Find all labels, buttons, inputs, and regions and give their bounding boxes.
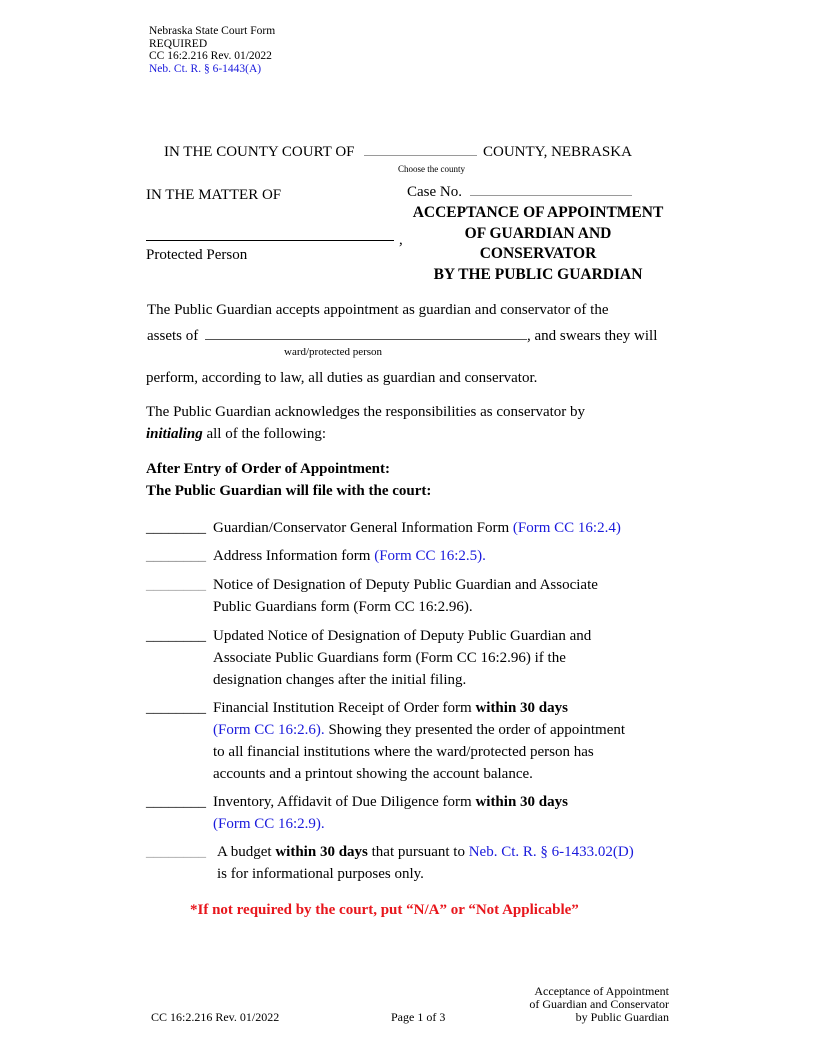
county-hint: Choose the county — [398, 164, 465, 174]
swears-text: , and swears they will — [527, 328, 658, 344]
acknowledge-line-1: The Public Guardian acknowledges the responsibilities as conservator by — [146, 404, 586, 420]
document-title — [390, 203, 686, 285]
item-text-line-3: to all financial institutions where the ward/protected person has — [213, 744, 594, 760]
initialing-emphasis: initialing — [146, 426, 203, 442]
deadline-bold: within 30 days — [275, 844, 368, 860]
item-text-line-1: Updated Notice of Designation of Deputy Public Guardian and — [213, 628, 592, 644]
ward-hint: ward/protected person — [284, 346, 383, 358]
title-line-2: OF GUARDIAN AND — [464, 224, 612, 242]
footer-title-line-2: of Guardian and Conservator — [529, 997, 669, 1011]
item-text-line-2: Public Guardians form (Form CC 16:2.96). — [213, 599, 473, 615]
case-no-field[interactable] — [470, 181, 632, 196]
footer-title-line-3: by Public Guardian — [575, 1010, 669, 1024]
rule-link[interactable]: Neb. Ct. R. § 6-1433.02(D) — [468, 844, 634, 860]
footer-title — [500, 985, 669, 1024]
header-line-state-court-form: Nebraska State Court Form — [149, 25, 276, 37]
item-text: Guardian/Conservator General Information Form — [213, 520, 513, 536]
initial-field[interactable]: ________ — [146, 700, 206, 716]
title-line-4: BY THE PUBLIC GUARDIAN — [433, 265, 643, 283]
footer-form-id: CC 16:2.216 Rev. 01/2022 — [151, 1010, 280, 1024]
acceptance-line-2 — [147, 325, 657, 345]
item-text-line-1: Notice of Designation of Deputy Public Guardian and Associate — [213, 577, 598, 593]
footer-title-line-1: Acceptance of Appointment — [534, 984, 669, 998]
title-line-1: ACCEPTANCE OF APPOINTMENT — [412, 204, 664, 221]
item-text-mid: that pursuant to — [367, 844, 469, 860]
section-heading-1: After Entry of Order of Appointment: — [146, 461, 390, 477]
deadline-bold: within 30 days — [475, 700, 568, 716]
assets-of-label: assets of — [147, 328, 199, 344]
item-text: Inventory, Affidavit of Due Diligence form — [213, 794, 476, 810]
form-link[interactable]: (Form CC 16:2.9). — [213, 816, 325, 832]
header-rule-link[interactable]: Neb. Ct. R. § 6-1443(A) — [149, 62, 262, 75]
case-no-label: Case No. — [407, 184, 462, 200]
header-line-required: REQUIRED — [149, 37, 208, 50]
item-text-line-4: accounts and a printout showing the account balance. — [213, 766, 533, 782]
item-text-line-2: Associate Public Guardians form (Form CC 16:2.96) if the — [213, 650, 566, 666]
initial-field[interactable]: ________ — [146, 794, 206, 810]
initial-field[interactable]: ________ — [146, 577, 206, 593]
header-line-form-id: CC 16:2.216 Rev. 01/2022 — [149, 50, 272, 62]
acknowledge-rest: all of the following: — [202, 426, 327, 442]
item-text: Financial Institution Receipt of Order form — [213, 700, 476, 716]
case-number — [407, 181, 632, 201]
in-the-matter-of: IN THE MATTER OF — [146, 187, 282, 203]
item-text: A budget — [217, 844, 276, 860]
ward-name-field[interactable] — [205, 325, 527, 340]
protected-person-label: Protected Person — [146, 247, 248, 263]
acknowledge-line-2 — [146, 426, 326, 443]
item-text: Address Information form — [213, 548, 375, 564]
section-heading-2: The Public Guardian will file with the court: — [146, 483, 432, 499]
deadline-bold: within 30 days — [475, 794, 568, 810]
initial-field[interactable]: ________ — [146, 520, 206, 536]
initial-field[interactable]: ________ — [146, 844, 206, 860]
court-prefix: IN THE COUNTY COURT OF — [164, 144, 355, 160]
court-suffix: COUNTY, NEBRASKA — [483, 144, 632, 160]
not-applicable-note: *If not required by the court, put “N/A” or “Not Applicable” — [190, 902, 579, 918]
title-line-3: CONSERVATOR — [479, 245, 597, 262]
protected-person-field[interactable] — [146, 240, 394, 241]
item-text-line-3: designation changes after the initial filing. — [213, 672, 467, 688]
acceptance-line-3: perform, according to law, all duties as guardian and conservator. — [146, 370, 538, 386]
footer-page-number: Page 1 of 3 — [391, 1010, 446, 1024]
item-text-line-2: is for informational purposes only. — [217, 866, 424, 882]
court-caption — [164, 141, 632, 161]
item-text-cont: Showing they presented the order of appointment — [324, 722, 626, 738]
initial-field[interactable]: ________ — [146, 628, 206, 644]
form-link[interactable]: (Form CC 16:2.5). — [374, 548, 486, 564]
form-header — [149, 25, 275, 75]
acceptance-line-1: The Public Guardian accepts appointment as guardian and conservator of the — [147, 302, 609, 318]
county-field[interactable] — [364, 141, 477, 156]
form-link[interactable]: (Form CC 16:2.6). — [213, 722, 325, 738]
initial-field[interactable]: ________ — [146, 548, 206, 564]
form-link[interactable]: (Form CC 16:2.4) — [512, 520, 621, 536]
comma: , — [399, 232, 403, 248]
